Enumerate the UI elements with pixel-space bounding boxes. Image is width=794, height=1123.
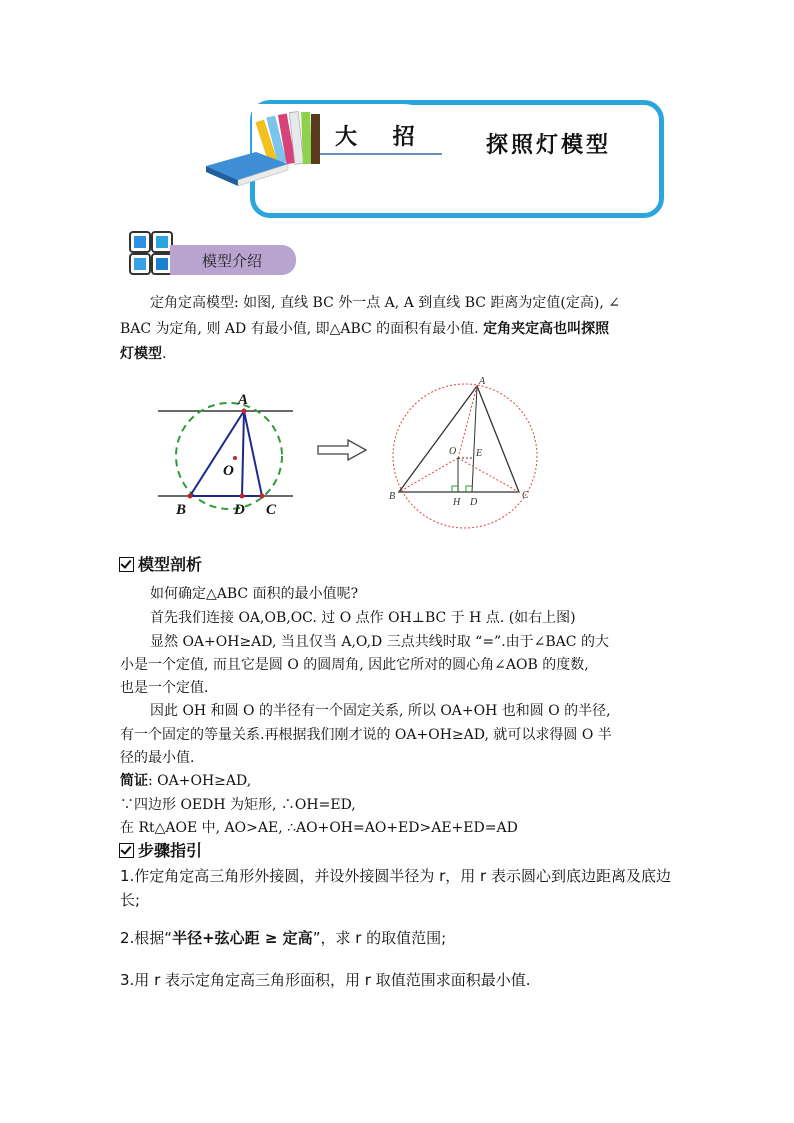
analysis-line-4: 小是一个定值, 而且它是圆 O 的圆周角, 因此它所对的圆心角∠AOB 的度数, <box>120 657 589 673</box>
point-d <box>240 494 245 499</box>
right-angle-h <box>452 486 458 492</box>
step-2-post: ”，求 r 的取值范围; <box>312 929 447 947</box>
intro-line-2 <box>120 318 609 340</box>
triangle-abc <box>190 411 262 496</box>
point-o <box>233 456 237 460</box>
intro-line-3-text: . <box>162 346 167 362</box>
point-a <box>242 409 247 414</box>
label-h: H <box>453 497 461 508</box>
label-o: O <box>449 446 457 457</box>
step-2-bold: 半径+弦心距 ≥ 定高 <box>172 929 313 947</box>
analysis-line-1: 如何确定△ABC 面积的最小值呢? <box>150 586 359 602</box>
section-heading-steps <box>119 838 202 861</box>
proof-line-3: 在 Rt△AOE 中, AO>AE, ∴AO+OH=AO+ED>AE+ED=AD <box>120 820 518 836</box>
altitude-ad <box>472 386 477 492</box>
intro-line-1: 定角定高模型: 如图, 直线 BC 外一点 A, A 到直线 BC 距离为定值(定高), ∠ <box>150 295 620 311</box>
label-e: E <box>476 448 483 459</box>
analysis-line-3: 显然 OA+OH≥AD, 当且仅当 A,O,D 三点共线时取 “=”.由于∠BAC 的大 <box>150 634 609 650</box>
checkbox-icon <box>119 843 134 858</box>
analysis-line-8: 径的最小值. <box>120 750 195 766</box>
intro-line-3 <box>120 343 166 365</box>
segment-oc <box>458 458 519 492</box>
label-c: C <box>522 490 529 501</box>
proof-label: 简证 <box>120 773 148 789</box>
label-d: D <box>234 502 245 518</box>
label-b: B <box>389 491 396 502</box>
section-heading-steps-text: 步骤指引 <box>138 841 203 860</box>
circumcircle-o <box>393 384 537 528</box>
proof-line-2: ∵四边形 OEDH 为矩形, ∴OH=ED, <box>120 797 356 813</box>
intro-line-2-text: BAC 为定角, 则 AD 有最小值, 即△ABC 的面积有最小值. <box>120 321 484 337</box>
grid-logo-icon <box>128 230 174 276</box>
step-1: 1.作定角定高三角形外接圆，并设外接圆半径为 r，用 r 表示圆心到底边距离及底边长; <box>120 867 671 909</box>
proof-line-1-text: : OA+OH≥AD, <box>148 773 252 789</box>
section-badge-label: 模型介绍 <box>202 252 263 270</box>
page-title: 探照灯模型 <box>486 132 612 158</box>
analysis-line-5: 也是一个定值. <box>120 680 209 696</box>
step-2 <box>120 926 685 950</box>
arrow-right-icon <box>316 438 368 462</box>
section-heading-analysis-text: 模型剖析 <box>138 555 203 574</box>
label-c: C <box>266 502 277 518</box>
label-a: A <box>238 392 249 408</box>
step-2-pre: 2.根据“ <box>120 929 173 947</box>
right-angle-d <box>466 486 472 492</box>
analysis-line-2: 首先我们连接 OA,OB,OC. 过 O 点作 OH⊥BC 于 H 点. (如右上图) <box>150 610 576 626</box>
analysis-line-6: 因此 OH 和圆 O 的半径有一个固定关系, 所以 OA+OH 也和圆 O 的半径, <box>150 703 611 719</box>
section-heading-analysis <box>119 552 202 575</box>
books-icon <box>198 108 328 190</box>
proof-line-1 <box>120 770 251 792</box>
analysis-line-7: 有一个固定的等量关系.再根据我们刚才说的 OA+OH≥AD, 就可以求得圆 O 半 <box>120 727 612 743</box>
triangle-abc <box>399 386 519 492</box>
label-o: O <box>223 463 234 479</box>
point-c <box>260 494 265 499</box>
altitude-ad <box>242 411 244 496</box>
label-b: B <box>176 502 187 518</box>
label-d: D <box>470 497 478 508</box>
label-a: A <box>479 376 486 387</box>
figure-right <box>382 372 547 532</box>
banner-label: 大 招 <box>335 124 429 150</box>
segment-ob <box>399 458 458 492</box>
intro-line-3-bold: 灯模型 <box>120 346 162 362</box>
figure-left <box>150 382 300 522</box>
intro-line-2-bold: 定角夹定高也叫探照 <box>483 321 610 337</box>
step-3: 3.用 r 表示定角定高三角形面积，用 r 取值范围求面积最小值. <box>120 971 531 989</box>
point-b <box>188 494 193 499</box>
checkbox-icon <box>119 557 134 572</box>
